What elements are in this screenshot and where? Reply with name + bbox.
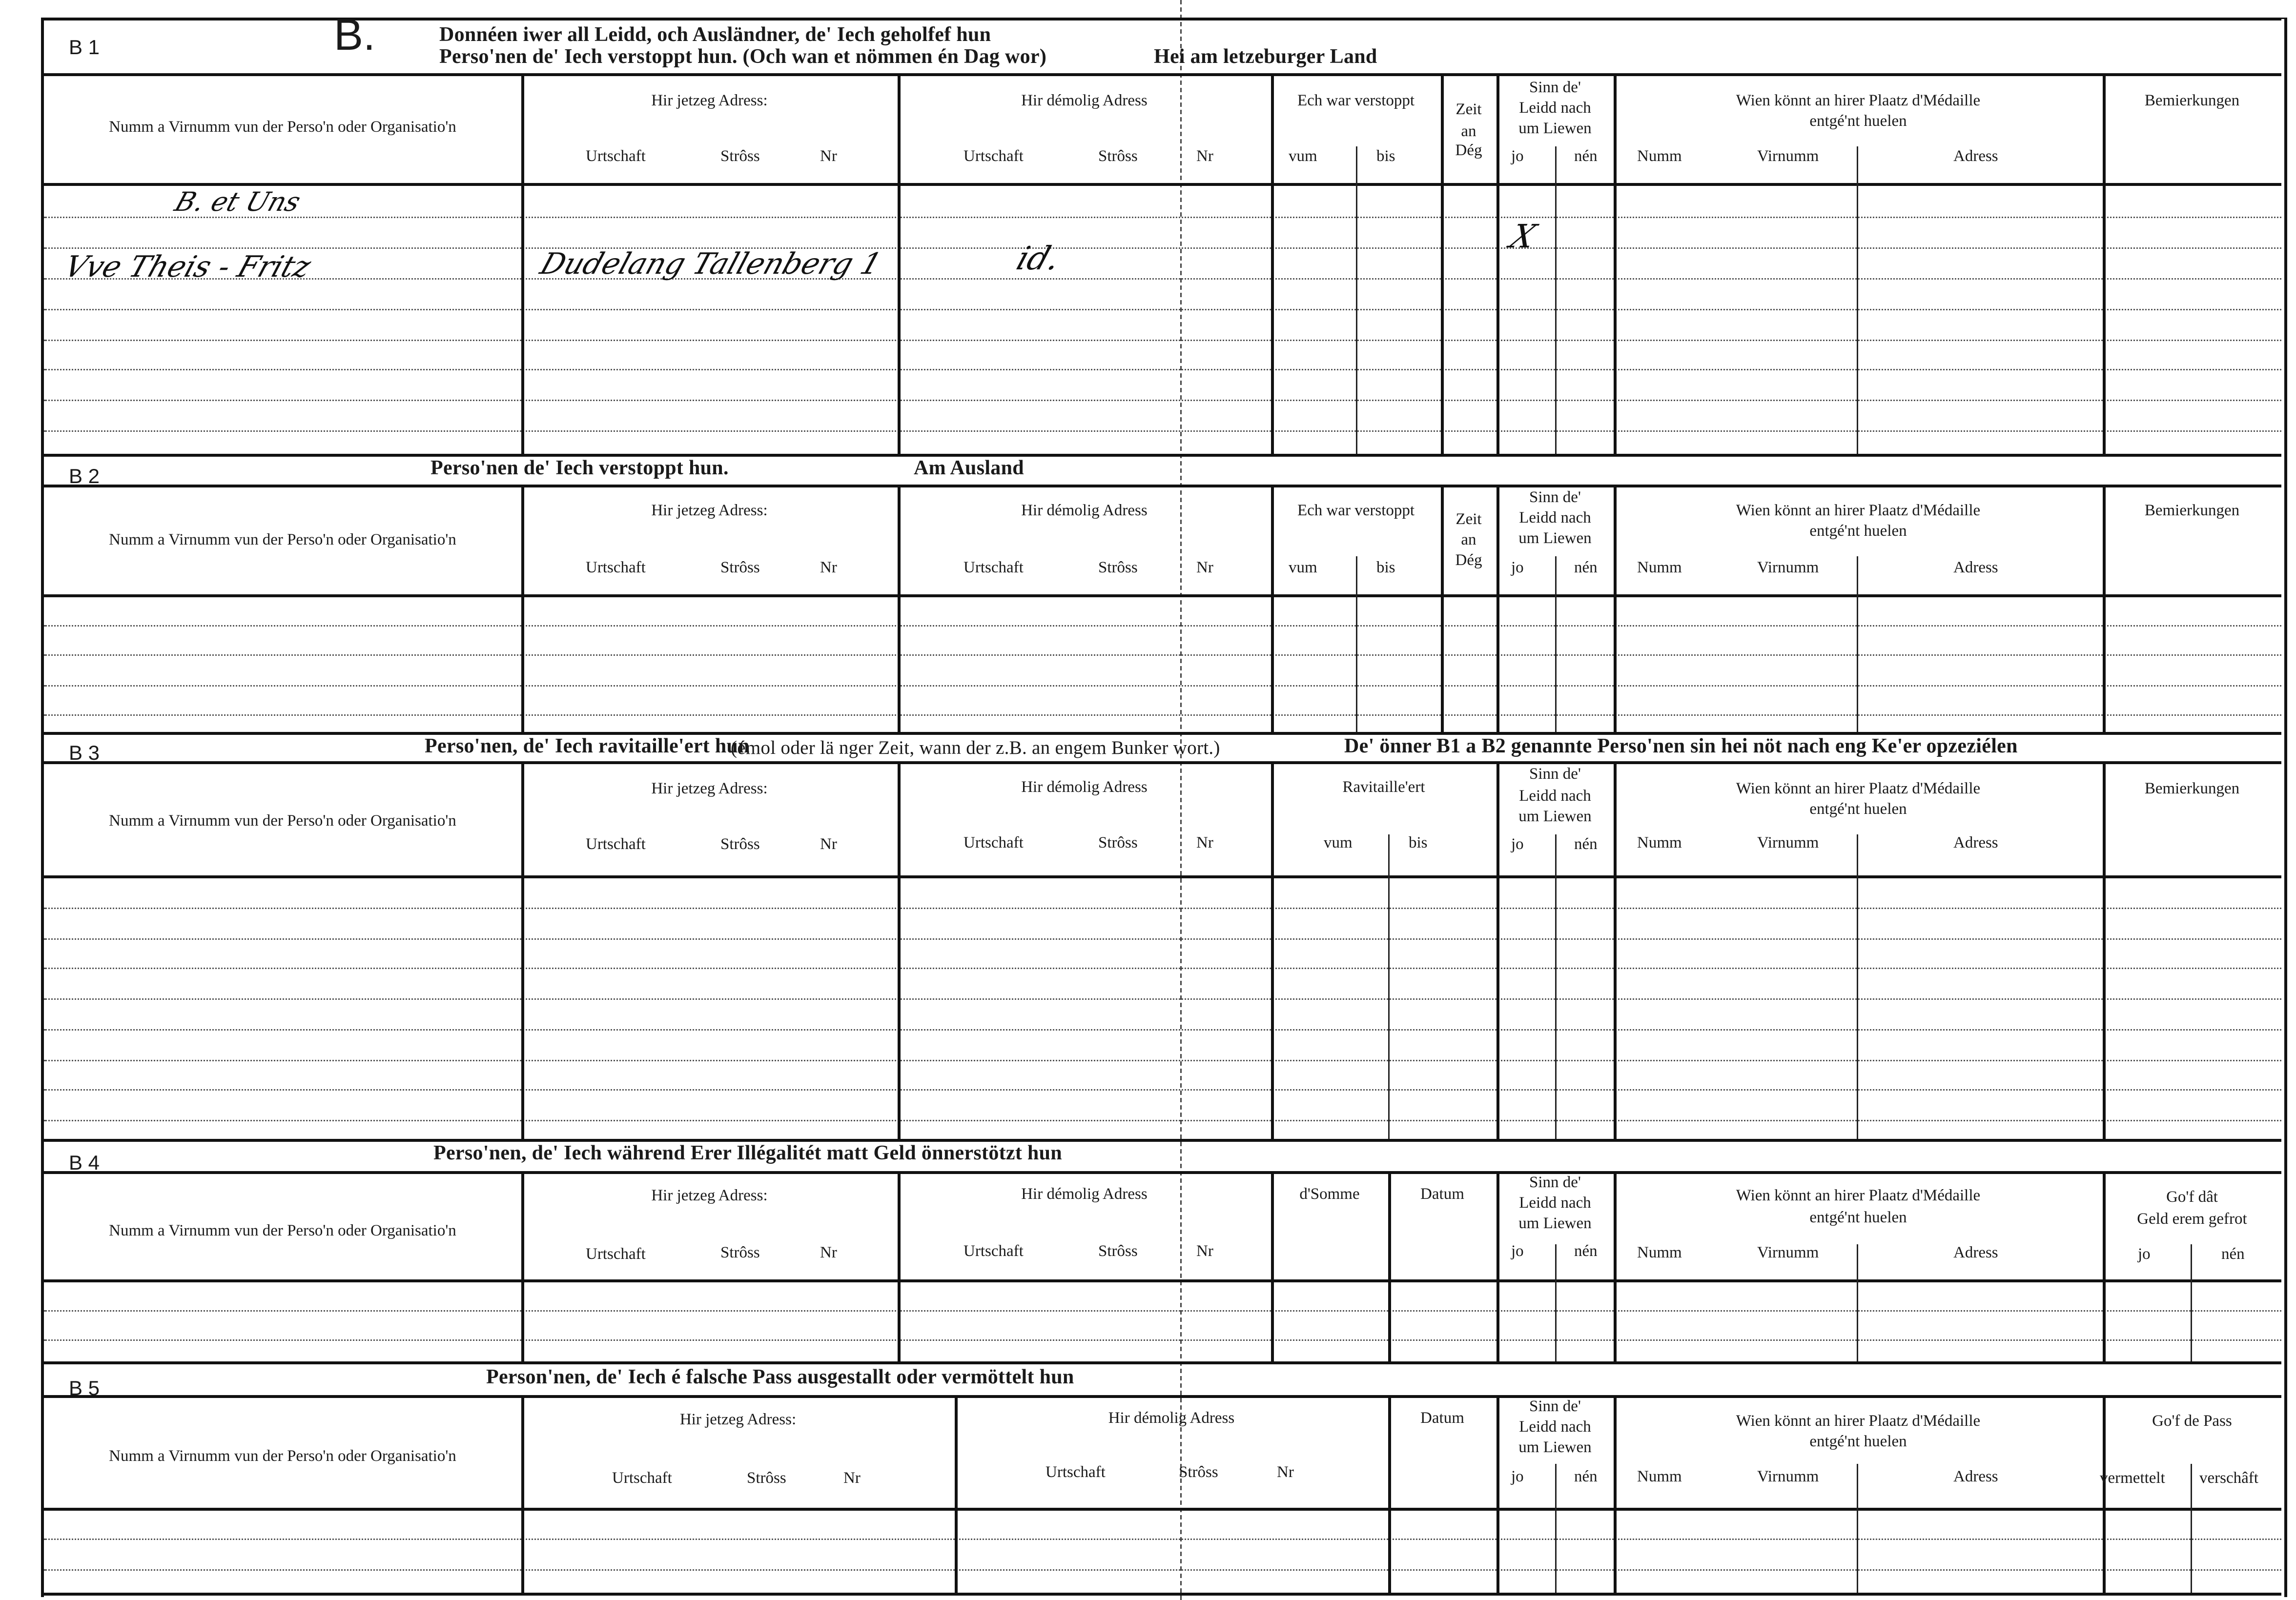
col-bemierkungen: Bemierkungen — [2144, 502, 2240, 520]
col-nen: nén — [1574, 836, 1598, 853]
col-stross: Strôss — [720, 148, 760, 165]
section-title: Person'nen, de' Iech é falsche Pass ausgestallt oder vermöttelt hun — [486, 1367, 1074, 1389]
col-sinn: Sinn de' — [1529, 1398, 1581, 1416]
col-nen: nén — [1574, 148, 1598, 165]
col-medaille-2: entgé'nt huelen — [1809, 523, 1907, 540]
handwritten-old-address: id. — [1011, 242, 1065, 278]
col-name-header: Numm a Virnumm vun der Perso'n oder Organisatio'n — [109, 531, 456, 549]
col-medaille: Wien könnt an hirer Plaatz d'Médaille — [1736, 780, 1981, 798]
col-datum: Datum — [1420, 1186, 1464, 1203]
col-jo: jo — [1511, 1468, 1524, 1486]
col-jo: jo — [2138, 1246, 2151, 1263]
col-gof-dat: Go'f dât — [2166, 1189, 2218, 1206]
col-leidd: Leidd nach — [1519, 100, 1591, 117]
col-bis: bis — [1376, 148, 1395, 165]
col-nr: Nr — [820, 148, 837, 165]
col-old-address: Hir démolig Adress — [1108, 1410, 1235, 1427]
col-leidd: Leidd nach — [1519, 1195, 1591, 1212]
col-adress: Adress — [1953, 1468, 1998, 1486]
section-id: B 1 — [69, 35, 100, 59]
col-nr: Nr — [1196, 834, 1213, 852]
handwritten-address: Dudelang Tallenberg 1 — [536, 246, 886, 281]
col-nr: Nr — [1196, 1243, 1213, 1260]
col-urtschaft: Urtschaft — [612, 1470, 672, 1487]
col-vum: vum — [1324, 834, 1353, 852]
col-nr: Nr — [1277, 1464, 1294, 1481]
col-nr: Nr — [820, 836, 837, 853]
col-current-address: Hir jetzeg Adress: — [651, 92, 768, 110]
section-id: B 2 — [69, 464, 100, 487]
col-medaille-2: entgé'nt huelen — [1809, 801, 1907, 818]
col-stross: Strôss — [1098, 148, 1138, 165]
col-liewen: um Liewen — [1518, 530, 1592, 547]
col-datum: Datum — [1420, 1410, 1464, 1427]
col-stross: Strôss — [747, 1470, 786, 1487]
col-numm: Numm — [1637, 1468, 1682, 1486]
col-stross: Strôss — [1179, 1464, 1218, 1481]
col-virnumm: Virnumm — [1757, 834, 1819, 852]
col-urtschaft: Urtschaft — [586, 1246, 646, 1263]
col-name-header: Numm a Virnumm vun der Perso'n oder Organisatio'n — [109, 1448, 456, 1465]
col-sinn: Sinn de' — [1529, 1174, 1581, 1192]
col-numm: Numm — [1637, 1244, 1682, 1262]
section-title-line2: Perso'nen de' Iech verstoppt hun. (Och wan et nömmen én Dag wor) — [439, 47, 1047, 69]
col-adress: Adress — [1953, 148, 1998, 165]
col-bemierkungen: Bemierkungen — [2144, 780, 2240, 798]
col-virnumm: Virnumm — [1757, 1244, 1819, 1262]
col-vermettelt: vermettelt — [2100, 1470, 2165, 1487]
section-title: Perso'nen de' Iech verstoppt hun. — [430, 458, 729, 480]
col-numm: Numm — [1637, 834, 1682, 852]
col-medaille-2: entgé'nt huelen — [1809, 1209, 1907, 1227]
col-deg: Dég — [1455, 142, 1482, 160]
col-urtschaft: Urtschaft — [964, 834, 1024, 852]
col-old-address: Hir démolig Adress — [1021, 779, 1148, 796]
col-leidd: Leidd nach — [1519, 1418, 1591, 1436]
col-stross: Strôss — [1098, 559, 1138, 577]
col-hidden: Ech war verstoppt — [1297, 502, 1415, 520]
col-bemierkungen: Bemierkungen — [2144, 92, 2240, 110]
col-sinn: Sinn de' — [1529, 79, 1581, 97]
col-virnumm: Virnumm — [1757, 559, 1819, 577]
col-name-header: Numm a Virnumm vun der Perso'n oder Organisatio'n — [109, 812, 456, 830]
col-numm: Numm — [1637, 148, 1682, 165]
col-jo: jo — [1511, 559, 1524, 577]
col-nr: Nr — [820, 1244, 837, 1262]
col-geld-erem: Geld erem gefrot — [2137, 1211, 2247, 1228]
col-stross: Strôss — [720, 836, 760, 853]
handwritten-name: Vve Theis - Fritz — [60, 249, 316, 284]
col-stross: Strôss — [720, 1244, 760, 1262]
section-id: B 3 — [69, 741, 100, 764]
col-leidd: Leidd nach — [1519, 509, 1591, 527]
col-nen: nén — [2221, 1246, 2245, 1263]
col-nen: nén — [1574, 1243, 1598, 1260]
col-stross: Strôss — [720, 559, 760, 577]
col-liewen: um Liewen — [1518, 1439, 1592, 1457]
col-urtschaft: Urtschaft — [586, 559, 646, 577]
handwritten-name-line1: B. et Uns — [170, 187, 305, 218]
col-jo: jo — [1511, 836, 1524, 853]
page-fold — [1180, 0, 1182, 1600]
col-gof-pass: Go'f de Pass — [2152, 1413, 2232, 1430]
col-ravitailleert: Ravitaille'ert — [1342, 779, 1425, 796]
col-current-address: Hir jetzeg Adress: — [651, 780, 768, 798]
col-bis: bis — [1376, 559, 1395, 577]
col-medaille: Wien könnt an hirer Plaatz d'Médaille — [1736, 502, 1981, 520]
col-bis: bis — [1409, 834, 1428, 852]
col-urtschaft: Urtschaft — [964, 1243, 1024, 1260]
col-jo: jo — [1511, 148, 1524, 165]
col-current-address: Hir jetzeg Adress: — [651, 502, 768, 520]
col-verschaft: verschâft — [2199, 1470, 2258, 1487]
col-nr: Nr — [1196, 559, 1213, 577]
col-nr: Nr — [1196, 148, 1213, 165]
col-an: an — [1461, 123, 1476, 141]
col-deg: Dég — [1455, 552, 1482, 569]
col-liewen: um Liewen — [1518, 1215, 1592, 1233]
col-liewen: um Liewen — [1518, 808, 1592, 826]
col-medaille-2: entgé'nt huelen — [1809, 113, 1907, 130]
section-title: Perso'nen, de' Iech ravitaille'ert hun — [425, 736, 750, 758]
col-adress: Adress — [1953, 834, 1998, 852]
section-title-right: Am Ausland — [914, 458, 1024, 480]
col-sinn: Sinn de' — [1529, 766, 1581, 783]
col-medaille: Wien könnt an hirer Plaatz d'Médaille — [1736, 92, 1981, 110]
col-an: an — [1461, 531, 1476, 549]
col-hidden: Ech war verstoppt — [1297, 92, 1415, 110]
col-vum: vum — [1289, 148, 1317, 165]
col-medaille-2: entgé'nt huelen — [1809, 1433, 1907, 1451]
col-jo: jo — [1511, 1243, 1524, 1260]
col-current-address: Hir jetzeg Adress: — [651, 1187, 768, 1205]
col-nr: Nr — [820, 559, 837, 577]
col-virnumm: Virnumm — [1757, 1468, 1819, 1486]
section-id: B 4 — [69, 1151, 100, 1174]
col-numm: Numm — [1637, 559, 1682, 577]
col-urtschaft: Urtschaft — [586, 836, 646, 853]
section-title-note: (émol oder lä nger Zeit, wann der z.B. an engem Bunker wort.) — [731, 736, 1220, 758]
col-urtschaft: Urtschaft — [586, 148, 646, 165]
col-old-address: Hir démolig Adress — [1021, 1186, 1148, 1203]
col-nen: nén — [1574, 1468, 1598, 1486]
col-current-address: Hir jetzeg Adress: — [679, 1411, 797, 1429]
col-urtschaft: Urtschaft — [964, 148, 1024, 165]
col-medaille: Wien könnt an hirer Plaatz d'Médaille — [1736, 1187, 1981, 1205]
handwritten-mark: X — [1505, 220, 1540, 256]
section-title-right: De' önner B1 a B2 genannte Perso'nen sin hei nöt nach eng Ke'er opzeziélen — [1344, 736, 2018, 758]
col-sinn: Sinn de' — [1529, 489, 1581, 506]
col-name-header: Numm a Virnumm vun der Perso'n oder Organisatio'n — [109, 119, 456, 136]
col-somme: d'Somme — [1299, 1186, 1360, 1203]
col-vum: vum — [1289, 559, 1317, 577]
col-urtschaft: Urtschaft — [1046, 1464, 1106, 1481]
col-zeit: Zeit — [1456, 101, 1482, 119]
col-medaille: Wien könnt an hirer Plaatz d'Médaille — [1736, 1413, 1981, 1430]
col-adress: Adress — [1953, 559, 1998, 577]
col-leidd: Leidd nach — [1519, 788, 1591, 805]
col-nr: Nr — [843, 1470, 861, 1487]
section-id: B 5 — [69, 1376, 100, 1399]
col-liewen: um Liewen — [1518, 120, 1592, 138]
col-stross: Strôss — [1098, 834, 1138, 852]
col-virnumm: Virnumm — [1757, 148, 1819, 165]
col-urtschaft: Urtschaft — [964, 559, 1024, 577]
col-name-header: Numm a Virnumm vun der Perso'n oder Organisatio'n — [109, 1222, 456, 1240]
col-stross: Strôss — [1098, 1243, 1138, 1260]
section-title-right: Hei am letzeburger Land — [1154, 47, 1377, 69]
col-old-address: Hir démolig Adress — [1021, 92, 1148, 110]
section-title: Donnéen iwer all Leidd, och Ausländner, de' Iech geholfef hun — [439, 25, 991, 47]
form-letter: B. — [334, 12, 376, 60]
col-nen: nén — [1574, 559, 1598, 577]
col-zeit: Zeit — [1456, 511, 1482, 528]
section-title: Perso'nen, de' Iech während Erer Illégalitét matt Geld önnerstötzt hun — [433, 1143, 1062, 1165]
col-adress: Adress — [1953, 1244, 1998, 1262]
col-old-address: Hir démolig Adress — [1021, 502, 1148, 520]
